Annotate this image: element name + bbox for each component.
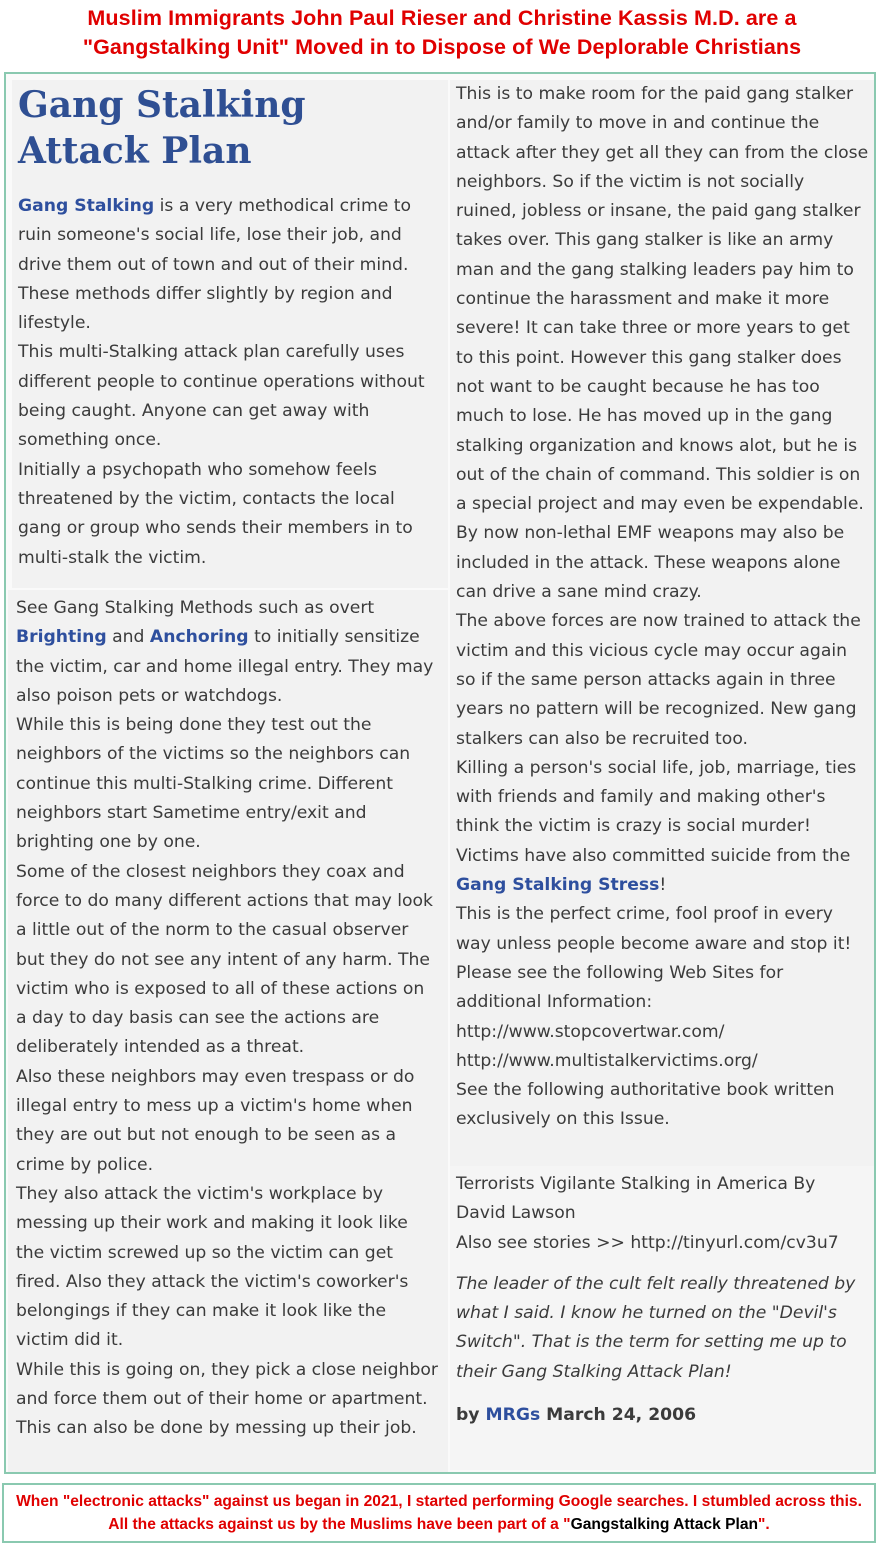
url-stopcovertwar[interactable]: http://www.stopcovertwar.com/ (456, 1021, 725, 1042)
paragraph: While this is going on, they pick a close neighbor and force them out of their home or apartment. This can also be done by messing up their job. (16, 1359, 438, 1439)
right-column-bottom (450, 1166, 874, 1470)
paragraph: This is the perfect crime, fool proof in every way unless people become aware and stop it! (456, 904, 852, 954)
paragraph: Initially a psychopath who somehow feels threatened by the victim, contacts the local gang or group who sends their members in to multi-stalk the victim. (18, 459, 413, 568)
right-column-top (450, 80, 874, 1166)
book-reference: Terrorists Vigilante Stalking in America By David Lawson (456, 1174, 816, 1224)
paragraph: Please see the following Web Sites for additional Information: (456, 962, 784, 1013)
paragraph: See the following authoritative book written exclusively on this Issue. (456, 1080, 835, 1130)
stories-link[interactable]: Also see stories >> http://tinyurl.com/cv3u7 (456, 1232, 839, 1253)
article-screenshot (4, 72, 876, 1474)
left-column-bottom (8, 590, 448, 1472)
footer-highlight: Gangstalking Attack Plan (570, 1516, 759, 1533)
gang-stalking-stress-link[interactable]: Gang Stalking Stress (456, 875, 660, 896)
paragraph: They also attack the victim's workplace by messing up their work and making it look like the victim screwed up so the victim can get fired. Also they attack the victim's coworker's belongings if they can make it look like the victim did it. (16, 1183, 409, 1351)
paragraph: Gang Stalking is a very methodical crime to ruin someone's social life, lose their job, and drive them out of town and out of their mind. These methods differ slightly by region and lifestyle. (18, 196, 411, 334)
paragraph: The above forces are now trained to attack the victim and this vicious cycle may occur again so if the same person attacks again in three years no pattern will be recognized. New gang stalkers can also be recruited too. (456, 611, 861, 749)
quote: The leader of the cult felt really threatened by what I said. I know he turned on the "Devil's Switch". That is the term for setting me up to their Gang Stalking Attack Plan! (456, 1273, 856, 1382)
brighting-link[interactable]: Brighting (16, 627, 107, 648)
paragraph: Also these neighbors may even trespass or do illegal entry to mess up a victim's home when they are out but not enough to be seen as a crime by police. (16, 1066, 415, 1175)
article-title: Gang Stalking Attack Plan (18, 84, 306, 172)
paragraph: Some of the closest neighbors they coax and force to do many different actions that may look a little out of the norm to the casual observer but they do not see any intent of any harm. The victim who is exposed to all of these actions on a day to day basis can see the actions are deliberately intended as a threat. (16, 861, 433, 1058)
byline: by MRGs March 24, 2006 (456, 1405, 697, 1426)
paragraph: While this is being done they test out the neighbors of the victims so the neighbors can continue this multi-Stalking crime. Different neighbors start Sametime entry/exit and brighting one by one. (16, 715, 411, 853)
paragraph: See Gang Stalking Methods such as overt Brighting and Anchoring to initially sensitize the victim, car and home illegal entry. They may also poison pets or watchdogs. (16, 598, 434, 706)
paragraph: This multi-Stalking attack plan carefully uses different people to continue operations without being caught. Anyone can get away with something once. (18, 342, 425, 451)
url-multistalkervictims[interactable]: http://www.multistalkervictims.org/ (456, 1050, 758, 1071)
page-header (0, 0, 884, 66)
anchoring-link[interactable]: Anchoring (149, 627, 249, 648)
header-line-2: "Gangstalking Unit" Moved in to Dispose of We Deplorable Christians (82, 35, 802, 59)
left-column-top (12, 80, 448, 588)
header-line-1: Muslim Immigrants John Paul Rieser and Christine Kassis M.D. are a (87, 6, 797, 30)
author-link[interactable]: MRGs (485, 1405, 541, 1426)
page-footer: When "electronic attacks" against us began in 2021, I started performing Google searches. I stumbled across this. All the attacks against us by the Muslims have been part of a "Gangstalking Attack Plan". (2, 1483, 876, 1543)
gang-stalking-link[interactable]: Gang Stalking (18, 196, 155, 216)
paragraph: This is to make room for the paid gang stalker and/or family to move in and continue the attack after they get all they can from the close neighbors. So if the victim is not socially ruined, jobless or insane, the paid gang stalker takes over. This gang stalker is like an army man and the gang stalking leaders pay him to continue the harassment and make it more severe! It can take three or more years to get to this point. However this gang stalker does not want to be caught because he has too much to lose. He has moved up in the gang stalking organization and knows alot, but he is out of the chain of command. This soldier is on a special project and may even be expendable. By now non-lethal EMF weapons may also be included in the attack. These weapons alone can drive a sane mind crazy. (456, 84, 869, 603)
paragraph: Killing a person's social life, job, marriage, ties with friends and family and making other's think the victim is crazy is social murder! Victims have also committed suicide from the Gang Stalking Stress! (456, 757, 857, 896)
